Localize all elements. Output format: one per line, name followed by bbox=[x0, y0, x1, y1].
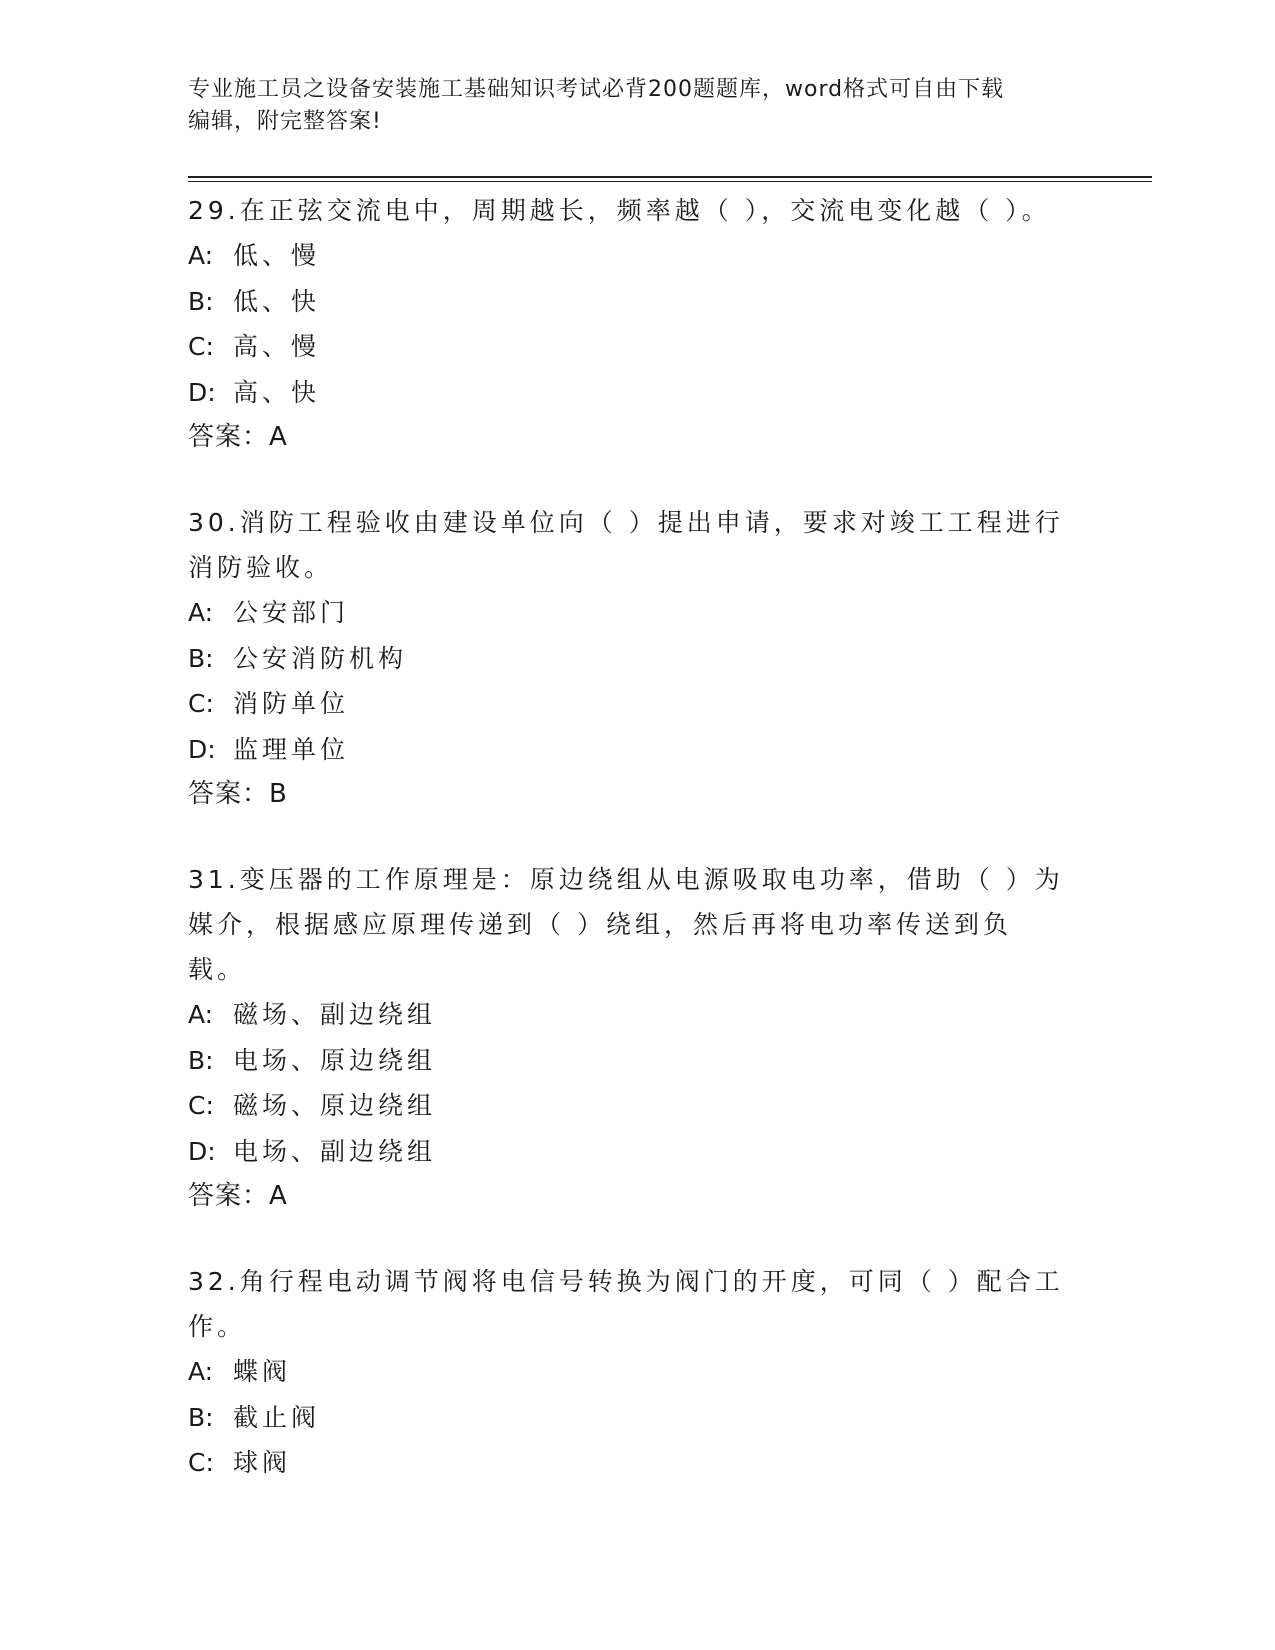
option-a bbox=[188, 1349, 1068, 1395]
option-letter: A: bbox=[188, 1000, 214, 1029]
option-letter: D: bbox=[188, 377, 216, 407]
option-text: 蝶阀 bbox=[233, 1357, 292, 1386]
option-c bbox=[188, 681, 1068, 727]
header-line-1: 专业施工员之设备安装施工基础知识考试必背200题题库，word格式可自由下载 bbox=[188, 77, 1005, 102]
option-text: 公安部门 bbox=[233, 598, 350, 627]
option-letter: D: bbox=[188, 734, 216, 764]
option-letter: C: bbox=[188, 1448, 214, 1477]
option-letter: C: bbox=[188, 1091, 214, 1120]
header-divider-thin bbox=[188, 181, 1152, 182]
document-header bbox=[188, 74, 1068, 138]
option-text: 电场、原边绕组 bbox=[233, 1045, 437, 1075]
question-29 bbox=[188, 188, 1068, 460]
option-b bbox=[188, 1395, 1068, 1441]
question-stem: 30.消防工程验收由建设单位向（ ）提出申请，要求对竣工工程进行消防验收。 bbox=[188, 508, 1064, 582]
option-text: 磁场、副边绕组 bbox=[233, 1000, 437, 1029]
question-30 bbox=[188, 500, 1068, 817]
answer-line: 答案：A bbox=[188, 1181, 288, 1211]
option-letter: D: bbox=[188, 1136, 216, 1166]
option-text: 高、慢 bbox=[233, 332, 321, 361]
question-stem: 32.角行程电动调节阀将电信号转换为阀门的开度，可同（ ）配合工作。 bbox=[188, 1267, 1064, 1341]
option-letter: A: bbox=[188, 598, 214, 627]
option-letter: B: bbox=[188, 1402, 214, 1432]
option-text: 低、慢 bbox=[233, 241, 321, 270]
option-text: 球阀 bbox=[233, 1448, 292, 1477]
option-letter: C: bbox=[188, 689, 214, 718]
option-d bbox=[188, 727, 1068, 773]
option-text: 磁场、原边绕组 bbox=[233, 1091, 437, 1120]
option-text: 截止阀 bbox=[233, 1402, 321, 1432]
option-text: 低、快 bbox=[233, 286, 321, 316]
header-divider-thick bbox=[188, 176, 1152, 178]
option-text: 高、快 bbox=[233, 377, 321, 407]
option-letter: B: bbox=[188, 286, 214, 316]
option-a bbox=[188, 590, 1068, 636]
option-c bbox=[188, 1440, 1068, 1486]
question-list bbox=[188, 188, 1068, 1526]
option-text: 监理单位 bbox=[233, 734, 350, 764]
question-32 bbox=[188, 1259, 1068, 1486]
option-b bbox=[188, 279, 1068, 325]
option-a bbox=[188, 992, 1068, 1038]
option-c bbox=[188, 1083, 1068, 1129]
option-b bbox=[188, 1038, 1068, 1084]
question-stem: 31.变压器的工作原理是：原边绕组从电源吸取电功率，借助（ ）为媒介，根据感应原理传递到（ ）绕组，然后再将电功率传送到负载。 bbox=[188, 865, 1064, 984]
option-letter: B: bbox=[188, 643, 214, 673]
option-d bbox=[188, 370, 1068, 416]
option-c bbox=[188, 324, 1068, 370]
option-text: 公安消防机构 bbox=[233, 643, 408, 673]
answer-line: 答案：B bbox=[188, 779, 288, 809]
answer-line: 答案：A bbox=[188, 422, 288, 452]
option-text: 电场、副边绕组 bbox=[233, 1136, 437, 1166]
option-a bbox=[188, 233, 1068, 279]
option-letter: A: bbox=[188, 241, 214, 270]
question-31 bbox=[188, 857, 1068, 1219]
header-line-2: 编辑，附完整答案! bbox=[188, 109, 382, 134]
question-stem: 29.在正弦交流电中，周期越长，频率越（ ），交流电变化越（ ）。 bbox=[188, 196, 1051, 225]
option-letter: A: bbox=[188, 1357, 214, 1386]
option-d bbox=[188, 1129, 1068, 1175]
option-text: 消防单位 bbox=[233, 689, 350, 718]
option-letter: B: bbox=[188, 1045, 214, 1075]
option-letter: C: bbox=[188, 332, 214, 361]
option-b bbox=[188, 636, 1068, 682]
